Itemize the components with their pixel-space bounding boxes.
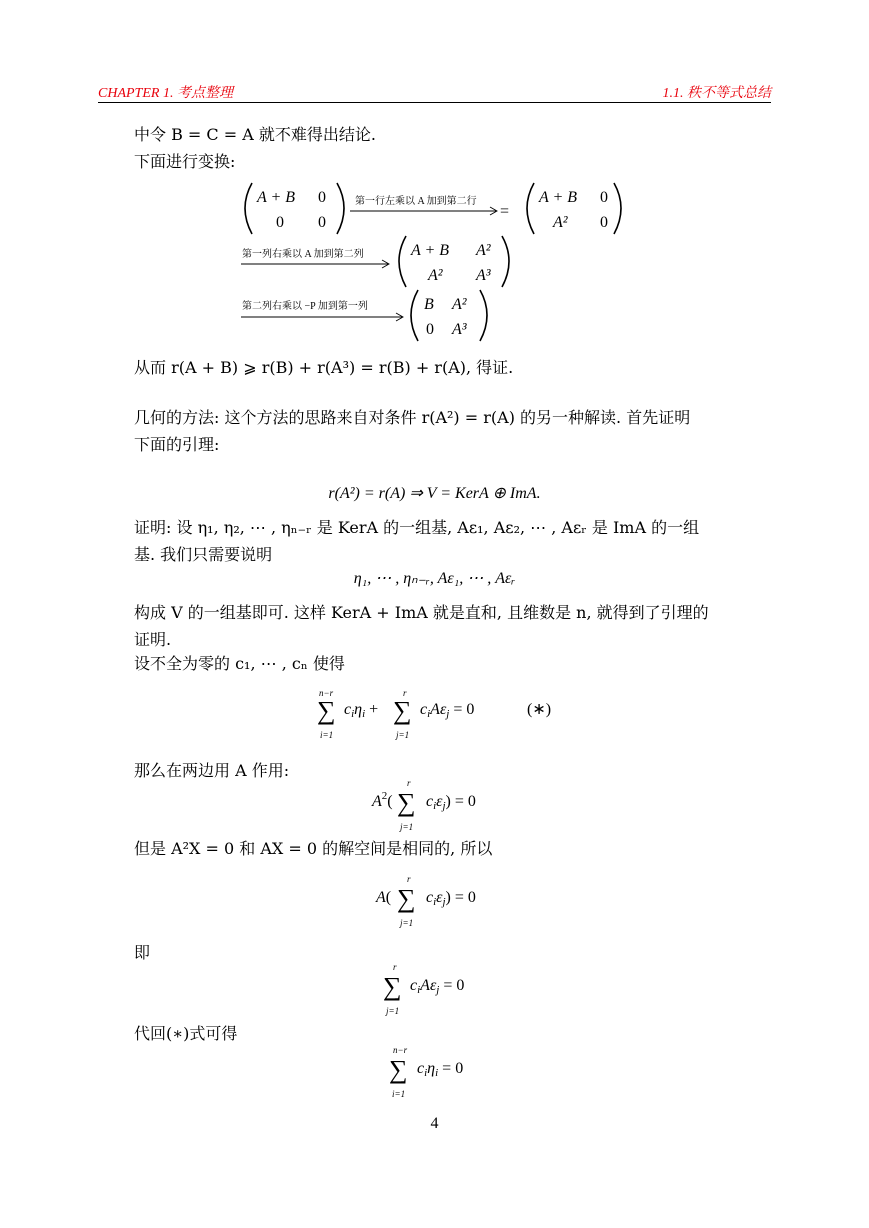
arrow-2 bbox=[241, 247, 389, 268]
sum4-symbol: ∑ bbox=[397, 884, 416, 913]
svg-text:ciεj) = 0: ciεj) = 0 bbox=[426, 793, 476, 812]
matrix-1 bbox=[245, 183, 344, 234]
equation-star bbox=[0, 686, 869, 746]
equation-basis-text: η₁, ⋯ , ηₙ₋ᵣ, Aε₁, ⋯ , Aεᵣ bbox=[353, 570, 516, 587]
arrow-3-label: 第二列右乘以 −P 加到第一列 bbox=[242, 301, 368, 312]
m1-a11: A + B bbox=[257, 189, 296, 206]
equation-sum-eta bbox=[0, 1043, 869, 1103]
m4-a22: A³ bbox=[452, 321, 467, 338]
equation-basis bbox=[0, 568, 869, 588]
sum6-lower: i=1 bbox=[392, 1089, 406, 1099]
sum2-upper: r bbox=[403, 688, 407, 698]
sum2-symbol: ∑ bbox=[393, 696, 412, 725]
sum1-symbol: ∑ bbox=[317, 696, 336, 725]
m2-a12: 0 bbox=[600, 189, 608, 206]
sum3-upper: r bbox=[407, 778, 411, 788]
paragraph-apply-A: 那么在两边用 A 作用: bbox=[134, 761, 290, 780]
paragraph-proof-cont: 基. 我们只需要说明 bbox=[134, 545, 273, 564]
running-header-section: 1.1. 秩不等式总结 bbox=[662, 86, 771, 101]
m3-a21: A² bbox=[428, 267, 443, 284]
svg-text:ciεj) = 0: ciεj) = 0 bbox=[426, 889, 476, 908]
m2-a22: 0 bbox=[600, 214, 608, 231]
svg-text:A2(: $A^2$( bbox=[372, 790, 393, 810]
eq3-term2: ciAεj = 0 bbox=[420, 701, 475, 720]
equation-sum-A bbox=[0, 960, 869, 1020]
sum5-lower: j=1 bbox=[386, 1006, 400, 1016]
header-rule bbox=[98, 102, 771, 103]
sum3-lower: j=1 bbox=[400, 822, 414, 832]
paragraph-result: 从而 r(A + B) ⩾ r(B) + r(A³) = r(B) + r(A), 得证. bbox=[134, 358, 514, 377]
paragraph-conclusion: 中令 B = C = A 就不难得出结论. bbox=[134, 125, 376, 144]
equation-lemma bbox=[0, 483, 869, 503]
matrix-2 bbox=[527, 183, 621, 234]
equation-A2 bbox=[0, 776, 869, 836]
running-header-chapter: CHAPTER 1. 考点整理 bbox=[98, 86, 233, 101]
m1-a22: 0 bbox=[318, 214, 326, 231]
equation-lemma-text: r(A²) = r(A) ⇒ V = KerA ⊕ ImA. bbox=[328, 485, 541, 502]
paragraph-ie: 即 bbox=[134, 943, 151, 962]
m3-a22: A³ bbox=[476, 267, 491, 284]
paragraph-geometric-method-cont: 下面的引理: bbox=[134, 435, 220, 454]
m3-a11: A + B bbox=[411, 242, 450, 259]
sum4-upper: r bbox=[407, 874, 411, 884]
paragraph-proof: 证明: 设 η₁, η₂, ⋯ , ηₙ₋ᵣ 是 KerA 的一组基, Aε₁, Aε₂, ⋯ , Aεᵣ 是 ImA 的一组 bbox=[134, 518, 700, 537]
eq3-tag: (∗) bbox=[527, 701, 552, 718]
paragraph-transform-intro: 下面进行变换: bbox=[134, 152, 236, 171]
svg-text:A(: A( bbox=[376, 889, 392, 906]
paragraph-geometric-method: 几何的方法: 这个方法的思路来自对条件 r(A²) = r(A) 的另一种解读. 首先证明 bbox=[134, 408, 691, 427]
matrix-transform-figure bbox=[0, 178, 869, 348]
m1-a21: 0 bbox=[276, 214, 284, 231]
m4-a21: 0 bbox=[426, 321, 434, 338]
sum6-symbol: ∑ bbox=[389, 1055, 408, 1084]
page-number: 4 bbox=[430, 1115, 439, 1132]
paragraph-substitute: 代回(∗)式可得 bbox=[134, 1024, 238, 1043]
svg-text:=: = bbox=[500, 203, 510, 220]
paragraph-direct-sum-cont: 证明. bbox=[134, 630, 172, 649]
sum4-lower: j=1 bbox=[400, 918, 414, 928]
arrow-3 bbox=[241, 299, 403, 321]
paragraph-assume: 设不全为零的 c₁, ⋯ , cₙ 使得 bbox=[134, 654, 345, 673]
svg-text:ciηi = 0: ciηi = 0 bbox=[417, 1060, 464, 1079]
matrix-4 bbox=[411, 290, 487, 341]
svg-text:ciAεj = 0: ciAεj = 0 bbox=[410, 977, 465, 996]
m2-a11: A + B bbox=[539, 189, 578, 206]
arrow-2-label: 第一列右乘以 A 加到第二列 bbox=[242, 249, 364, 260]
arrow-1 bbox=[350, 194, 509, 220]
m4-a12: A² bbox=[452, 296, 467, 313]
paragraph-direct-sum: 构成 V 的一组基即可. 这样 KerA + ImA 就是直和, 且维数是 n, 就得到了引理的 bbox=[134, 603, 709, 622]
m1-a12: 0 bbox=[318, 189, 326, 206]
matrix-3 bbox=[399, 236, 509, 287]
m4-a11: B bbox=[424, 296, 434, 313]
sum3-symbol: ∑ bbox=[397, 788, 416, 817]
sum5-upper: r bbox=[393, 962, 397, 972]
arrow-1-label: 第一行左乘以 A 加到第二行 bbox=[355, 196, 477, 207]
sum2-lower: j=1 bbox=[396, 730, 410, 740]
equation-A bbox=[0, 872, 869, 932]
eq3-term1: ciηi + bbox=[344, 701, 379, 720]
paragraph-same-solution-space: 但是 A²X = 0 和 AX = 0 的解空间是相同的, 所以 bbox=[134, 839, 493, 858]
sum5-symbol: ∑ bbox=[383, 972, 402, 1001]
m2-a21: A² bbox=[553, 214, 568, 231]
sum1-upper: n−r bbox=[319, 688, 334, 698]
sum6-upper: n−r bbox=[393, 1045, 408, 1055]
sum1-lower: i=1 bbox=[320, 730, 334, 740]
m3-a12: A² bbox=[476, 242, 491, 259]
